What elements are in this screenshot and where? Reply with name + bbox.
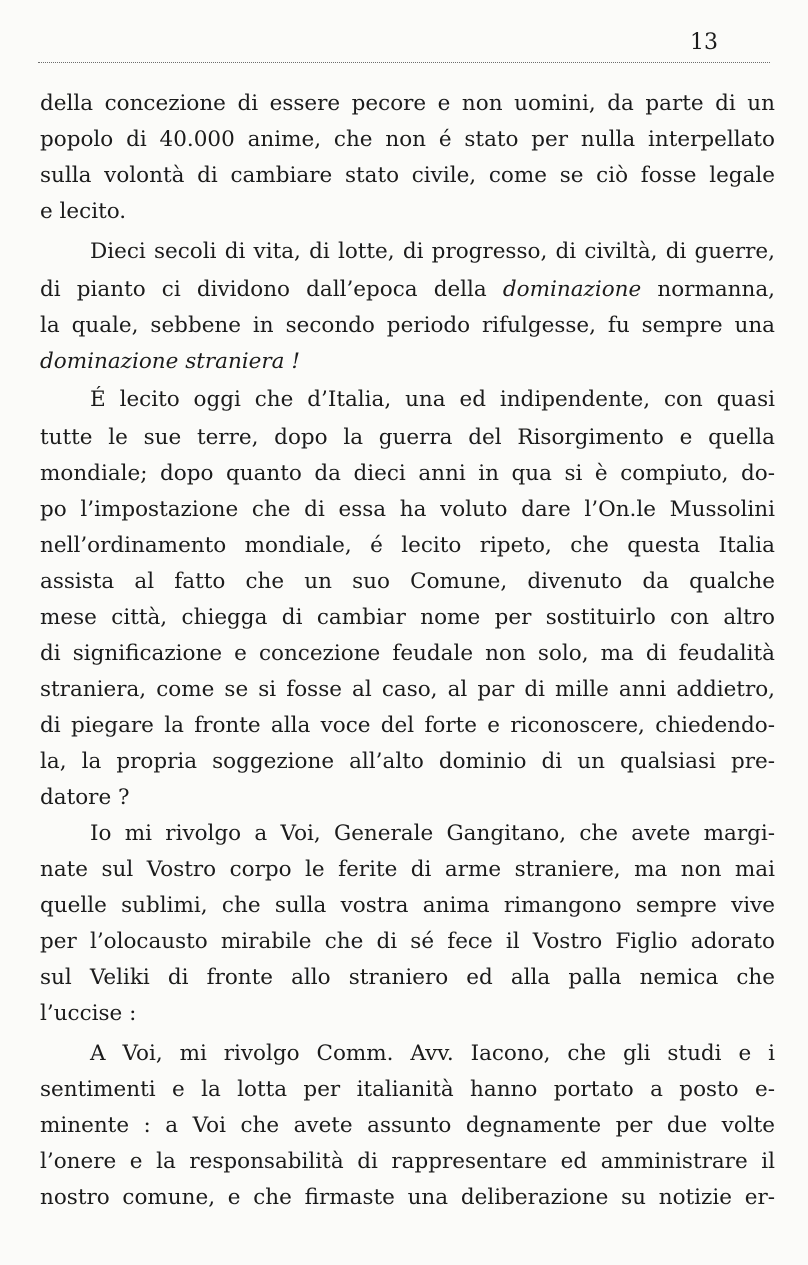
text-line: di significazione e concezione feudale non solo, ma di feudalità [40, 641, 775, 666]
text-line [40, 346, 775, 378]
text-line: mese città, chiegga di cambiar nome per sostituirlo con altro [40, 605, 775, 630]
text-line: po l’impostazione che di essa ha voluto dare l’On.le Mussolini [40, 497, 775, 522]
text-line: Dieci secoli di vita, di lotte, di progresso, di civiltà, di guerre, [90, 239, 775, 264]
text-line: minente : a Voi che avete assunto degnamente per due volte [40, 1113, 775, 1138]
text-line: straniera, come se si fosse al caso, al par di mille anni addietro, [40, 677, 775, 702]
text-line: tutte le sue terre, dopo la guerra del Risorgimento e quella [40, 425, 775, 450]
text-segment: normanna, [641, 277, 775, 302]
text-line: É lecito oggi che d’Italia, una ed indipendente, con quasi [90, 387, 775, 412]
header-rule [38, 62, 770, 63]
text-line: Io mi rivolgo a Voi, Generale Gangitano, che avete margi- [90, 821, 775, 846]
text-line: la quale, sebbene in secondo periodo rifulgesse, fu sempre una [40, 313, 775, 338]
text-line: sul Veliki di fronte allo straniero ed alla palla nemica che [40, 965, 775, 990]
text-line: e lecito. [40, 199, 127, 224]
text-line: popolo di 40.000 anime, che non é stato per nulla interpellato [40, 127, 775, 152]
text-line: della concezione di essere pecore e non uomini, da parte di un [40, 91, 775, 116]
emphasized-text: dominazione [502, 277, 642, 302]
text-line: datore ? [40, 785, 130, 810]
emphasized-text: dominazione straniera ! [40, 349, 300, 374]
text-line: nate sul Vostro corpo le ferite di arme straniere, ma non mai [40, 857, 775, 882]
text-line: di piegare la fronte alla voce del forte e riconoscere, chiedendo- [40, 713, 775, 738]
text-line: sentimenti e la lotta per italianità hanno portato a posto e- [40, 1077, 775, 1102]
text-line: l’onere e la responsabilità di rappresentare ed amministrare il [40, 1149, 775, 1174]
text-line: per l’olocausto mirabile che di sé fece il Vostro Figlio adorato [40, 929, 775, 954]
text-line: nell’ordinamento mondiale, é lecito ripeto, che questa Italia [40, 533, 775, 558]
page-number: 13 [690, 30, 718, 55]
text-line: la, la propria soggezione all’alto dominio di un qualsiasi pre- [40, 749, 775, 774]
text-line: l’uccise : [40, 1001, 137, 1026]
text-line: sulla volontà di cambiare stato civile, come se ciò fosse legale [40, 163, 775, 188]
text-line: mondiale; dopo quanto da dieci anni in qua si è compiuto, do- [40, 461, 775, 486]
text-line: nostro comune, e che firmaste una deliberazione su notizie er- [40, 1185, 775, 1210]
text-segment: di pianto ci dividono dall’epoca della [40, 277, 503, 302]
text-line: A Voi, mi rivolgo Comm. Avv. Iacono, che gli studi e i [90, 1041, 775, 1066]
text-line: assista al fatto che un suo Comune, divenuto da qualche [40, 569, 775, 594]
text-line [40, 274, 775, 306]
text-line: quelle sublimi, che sulla vostra anima rimangono sempre vive [40, 893, 775, 918]
